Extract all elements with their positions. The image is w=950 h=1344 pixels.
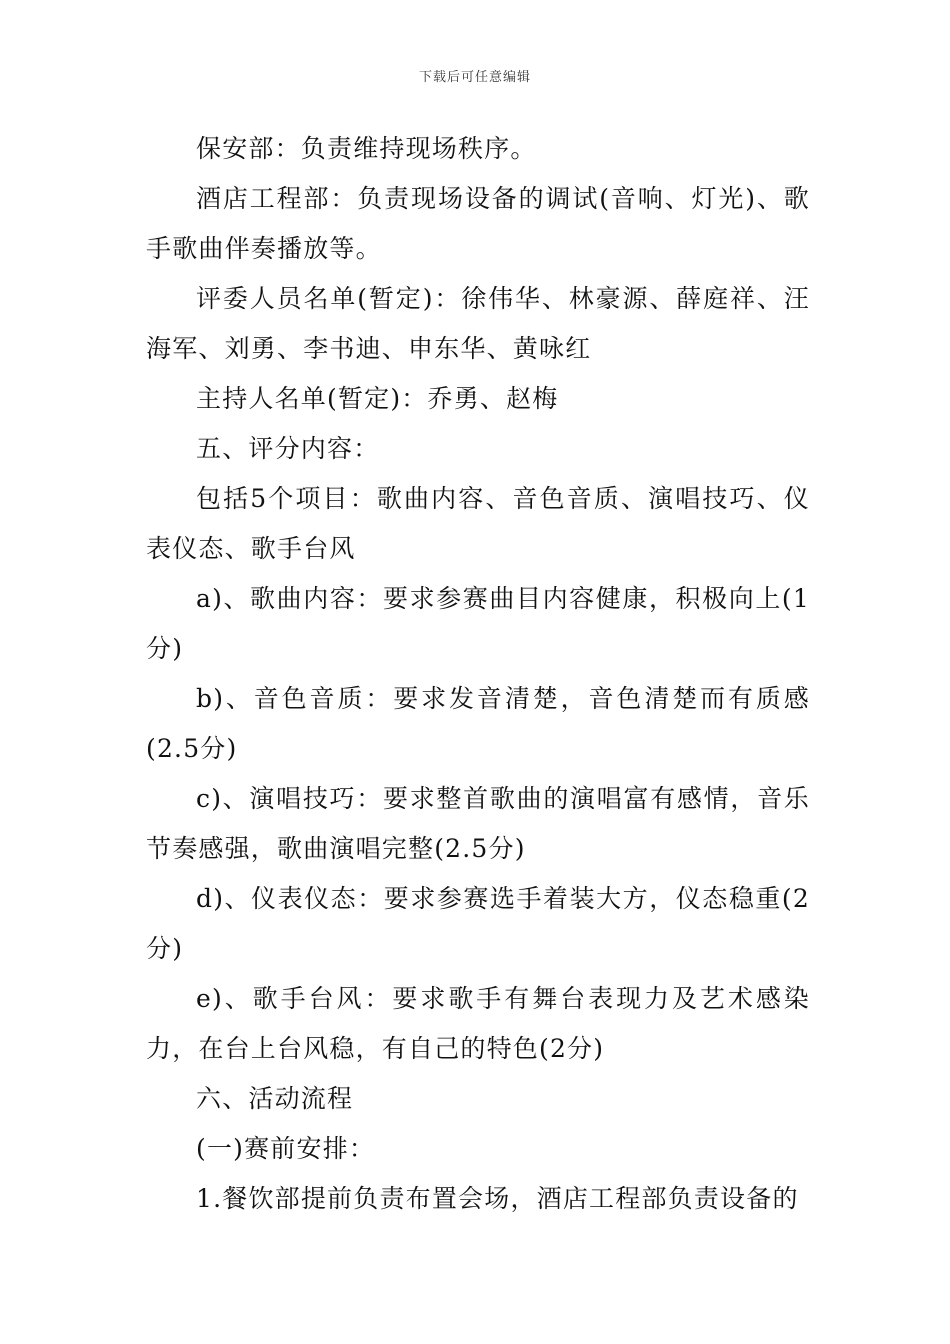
scoring-item-e: e)、歌手台风：要求歌手有舞台表现力及艺术感染力，在台上台风稳，有自己的特色(2分) xyxy=(146,984,810,1063)
scoring-item-a: a)、歌曲内容：要求参赛曲目内容健康，积极向上(1分) xyxy=(146,584,810,663)
paragraph-security-dept: 保安部：负责维持现场秩序。 xyxy=(196,134,537,163)
paragraph-step-1: 1.餐饮部提前负责布置会场，酒店工程部负责设备的 xyxy=(196,1184,799,1213)
scoring-item-c: c)、演唱技巧：要求整首歌曲的演唱富有感情，音乐节奏感强，歌曲演唱完整(2.5分) xyxy=(146,784,810,863)
paragraph-engineering-dept: 酒店工程部：负责现场设备的调试(音响、灯光)、歌手歌曲伴奏播放等。 xyxy=(146,184,810,263)
paragraph-scoring-items: 包括5个项目：歌曲内容、音色音质、演唱技巧、仪表仪态、歌手台风 xyxy=(146,484,810,563)
scoring-item-b: b)、音色音质：要求发音清楚，音色清楚而有质感(2.5分) xyxy=(146,684,810,763)
section-heading-scoring: 五、评分内容： xyxy=(196,434,380,463)
subheading-pre-event: (一)赛前安排： xyxy=(196,1134,376,1163)
page-header-note: 下载后可任意编辑 xyxy=(418,70,531,85)
paragraph-hosts-list: 主持人名单(暂定)：乔勇、赵梅 xyxy=(196,384,559,413)
scoring-item-d: d)、仪表仪态：要求参赛选手着装大方，仪态稳重(2分) xyxy=(146,884,810,963)
section-heading-process: 六、活动流程 xyxy=(196,1084,354,1113)
paragraph-judges-list: 评委人员名单(暂定)：徐伟华、林豪源、薛庭祥、汪海军、刘勇、李书迪、申东华、黄咏红 xyxy=(146,284,810,363)
document-body xyxy=(146,124,810,1224)
